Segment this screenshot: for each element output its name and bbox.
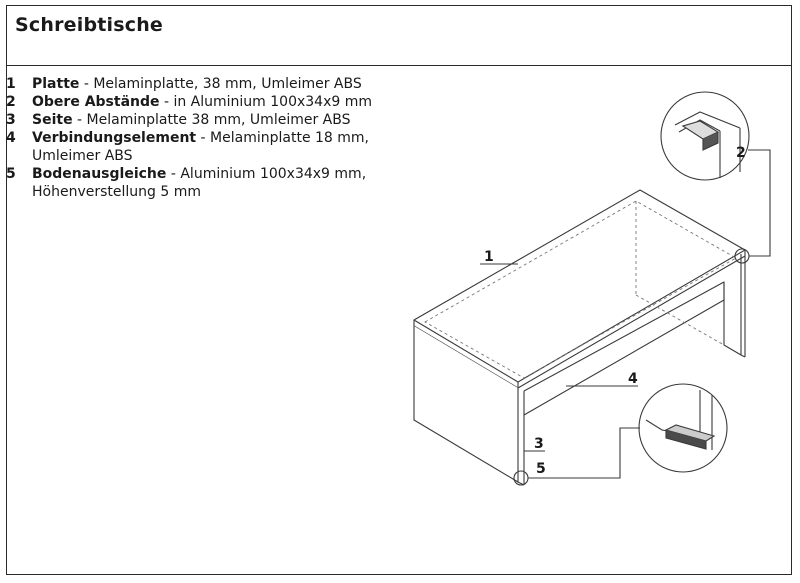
callout-4: 4 (628, 371, 638, 387)
item-description: - Aluminium 100x34x9 mm, Höhenverstellung 5 mm (32, 166, 367, 200)
item-name: Platte (32, 76, 80, 92)
item-number: 1 (6, 76, 16, 92)
item-name: Seite (32, 112, 73, 128)
item-number: 3 (6, 112, 16, 128)
page-title: Schreibtische (15, 14, 164, 36)
desk-side-right (724, 254, 741, 355)
item-description: - Melaminplatte 18 mm, Umleimer ABS (32, 130, 370, 164)
callout-1: 1 (484, 249, 494, 265)
detail-bottom (639, 384, 727, 472)
callout-3: 3 (534, 436, 544, 452)
callout-2: 2 (736, 145, 746, 161)
callout-5: 5 (536, 461, 546, 477)
desk-top (414, 190, 745, 382)
item-number: 4 (6, 130, 16, 146)
detail-top (661, 92, 749, 180)
item-name: Bodenausgleiche (32, 166, 167, 182)
item-number: 2 (6, 94, 16, 110)
item-name: Verbindungselement (32, 130, 197, 146)
item-name: Obere Abstände (32, 94, 160, 110)
item-description: - in Aluminium 100x34x9 mm (159, 94, 373, 110)
item-description: - Melaminplatte 38 mm, Umleimer ABS (72, 112, 351, 128)
item-description: - Melaminplatte, 38 mm, Umleimer ABS (79, 76, 362, 92)
leader-2 (748, 150, 770, 256)
item-number: 5 (6, 166, 16, 182)
